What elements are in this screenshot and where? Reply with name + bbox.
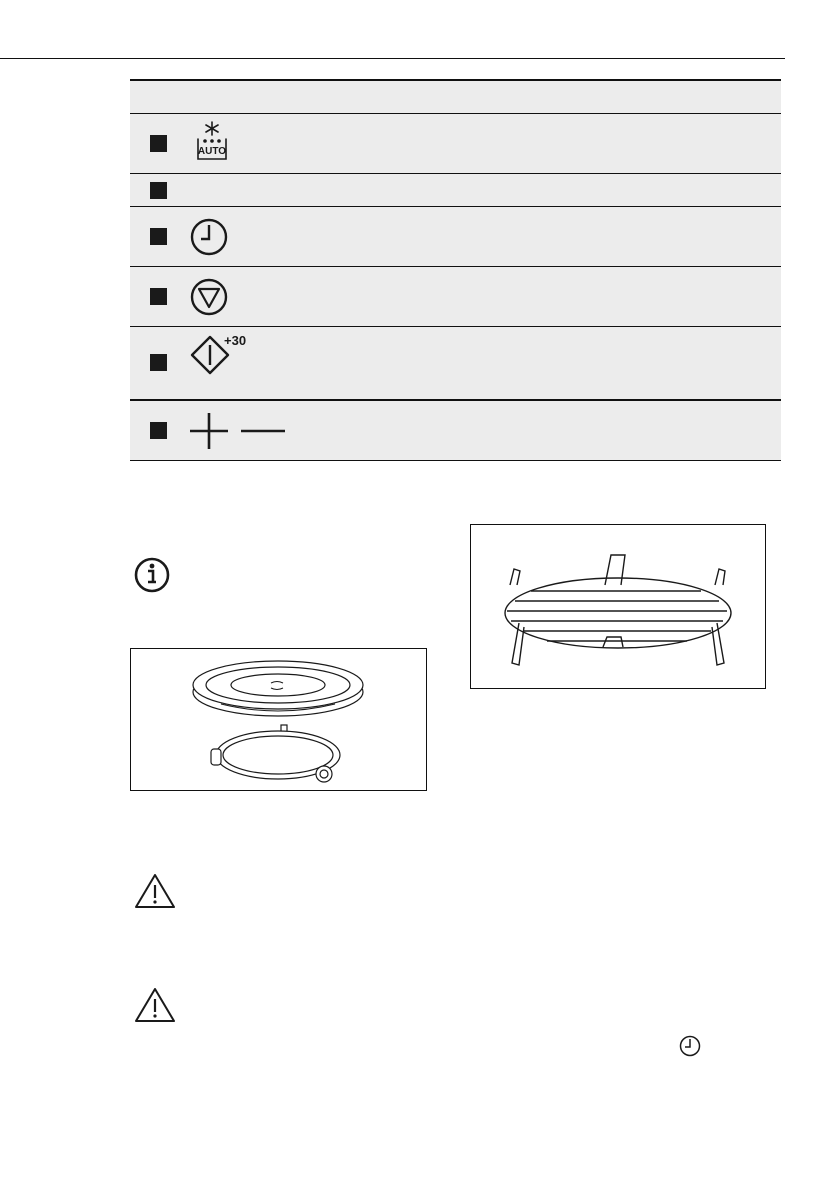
row-marker [150, 228, 167, 245]
turntable-illustration [131, 649, 426, 790]
table-row [130, 174, 781, 207]
table-row [130, 401, 781, 461]
auto-defrost-icon [188, 119, 236, 167]
auto-label: AUTO [197, 146, 227, 157]
table-row [130, 114, 781, 174]
table-row [130, 267, 781, 327]
table-row [130, 207, 781, 267]
turntable-figure [130, 648, 427, 791]
warning-icon [133, 986, 177, 1024]
warning-icon [133, 872, 177, 910]
row-marker [150, 182, 167, 199]
row-marker [150, 135, 167, 152]
stop-icon [188, 276, 230, 318]
grill-rack-figure [470, 524, 766, 689]
control-panel-table [130, 79, 781, 461]
plus30-label: +30 [224, 333, 247, 348]
table-header-row [130, 81, 781, 114]
clock-icon [188, 216, 230, 258]
row-marker [150, 288, 167, 305]
row-marker [150, 422, 167, 439]
row-marker [150, 354, 167, 371]
plus-minus-icon [188, 413, 288, 449]
info-icon [132, 555, 172, 595]
table-row [130, 327, 781, 401]
grill-rack-illustration [471, 525, 765, 688]
page-header-rule [0, 0, 785, 59]
start-plus30-icon [188, 333, 258, 381]
clock-icon [678, 1034, 702, 1058]
